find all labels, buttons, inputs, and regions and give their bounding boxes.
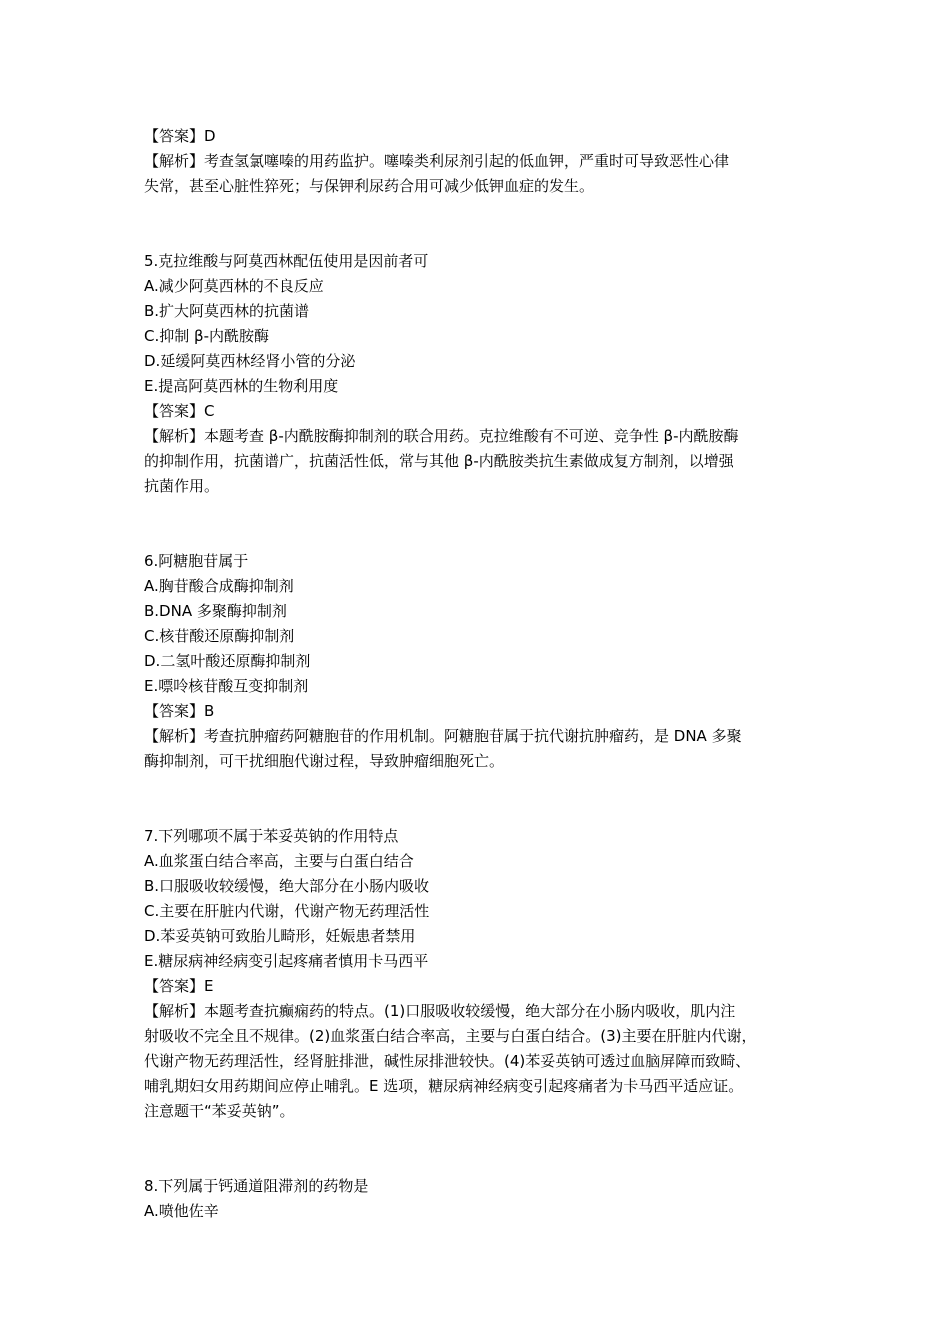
option-b: B.口服吸收较缓慢，绝大部分在小肠内吸收 [144, 877, 430, 895]
spacer [144, 774, 820, 824]
option-d: D.苯妥英钠可致胎儿畸形，妊娠患者禁用 [144, 927, 416, 945]
document-page [144, 124, 820, 1224]
answer-line: 【答案】B [144, 702, 215, 720]
option-a: A.胸苷酸合成酶抑制剂 [144, 577, 294, 595]
option-b: B.DNA 多聚酶抑制剂 [144, 602, 287, 620]
analysis-line: 失常，甚至心脏性猝死；与保钾利尿药合用可减少低钾血症的发生。 [144, 177, 595, 195]
analysis-line: 哺乳期妇女用药期间应停止哺乳。E 选项，糖尿病神经病变引起疼痛者为卡马西平适应证。 [144, 1077, 744, 1095]
option-b: B.扩大阿莫西林的抗菌谱 [144, 302, 310, 320]
question-8 [144, 1174, 820, 1224]
option-e: E.提高阿莫西林的生物利用度 [144, 377, 339, 395]
analysis-line: 【解析】考查氢氯噻嗪的用药监护。噻嗪类利尿剂引起的低血钾，严重时可导致恶性心律 [144, 152, 730, 170]
option-e: E.糖尿病神经病变引起疼痛者慎用卡马西平 [144, 952, 429, 970]
analysis-line: 代谢产物无药理活性，经肾脏排泄，碱性尿排泄较快。(4)苯妥英钠可透过血脑屏障而致畸、 [144, 1052, 751, 1070]
option-c: C.抑制 β-内酰胺酶 [144, 327, 269, 345]
option-c: C.主要在肝脏内代谢，代谢产物无药理活性 [144, 902, 430, 920]
analysis-line: 【解析】本题考查抗癫痫药的特点。(1)口服吸收较缓慢，绝大部分在小肠内吸收，肌内注 [144, 1002, 736, 1020]
answer-line: 【答案】C [144, 402, 215, 420]
option-a: A.血浆蛋白结合率高，主要与白蛋白结合 [144, 852, 414, 870]
answer-line: 【答案】E [144, 977, 214, 995]
question-stem: 8.下列属于钙通道阻滞剂的药物是 [144, 1177, 369, 1195]
option-a: A.喷他佐辛 [144, 1202, 219, 1220]
option-d: D.二氢叶酸还原酶抑制剂 [144, 652, 311, 670]
analysis-line: 的抑制作用，抗菌谱广，抗菌活性低，常与其他 β-内酰胺类抗生素做成复方制剂，以增强 [144, 452, 734, 470]
analysis-line: 射吸收不完全且不规律。(2)血浆蛋白结合率高，主要与白蛋白结合。(3)主要在肝脏内代谢， [144, 1027, 757, 1045]
analysis-line: 【解析】考查抗肿瘤药阿糖胞苷的作用机制。阿糖胞苷属于抗代谢抗肿瘤药，是 DNA 多聚 [144, 727, 742, 745]
question-7 [144, 824, 820, 1124]
option-c: C.核苷酸还原酶抑制剂 [144, 627, 295, 645]
question-stem: 7.下列哪项不属于苯妥英钠的作用特点 [144, 827, 399, 845]
answer-line: 【答案】D [144, 127, 216, 145]
analysis-line: 抗菌作用。 [144, 477, 220, 495]
analysis-line: 注意题干“苯妥英钠”。 [144, 1102, 295, 1120]
analysis-line: 【解析】本题考查 β-内酰胺酶抑制剂的联合用药。克拉维酸有不可逆、竞争性 β-内酰胺酶 [144, 427, 739, 445]
question-stem: 5.克拉维酸与阿莫西林配伍使用是因前者可 [144, 252, 429, 270]
spacer [144, 1124, 820, 1174]
analysis-line: 酶抑制剂，可干扰细胞代谢过程，导致肿瘤细胞死亡。 [144, 752, 505, 770]
question-6 [144, 549, 820, 774]
question-5 [144, 249, 820, 499]
option-e: E.嘌呤核苷酸互变抑制剂 [144, 677, 309, 695]
question-stem: 6.阿糖胞苷属于 [144, 552, 249, 570]
option-a: A.减少阿莫西林的不良反应 [144, 277, 324, 295]
question-4-tail [144, 124, 820, 199]
option-d: D.延缓阿莫西林经肾小管的分泌 [144, 352, 356, 370]
spacer [144, 199, 820, 249]
spacer [144, 499, 820, 549]
